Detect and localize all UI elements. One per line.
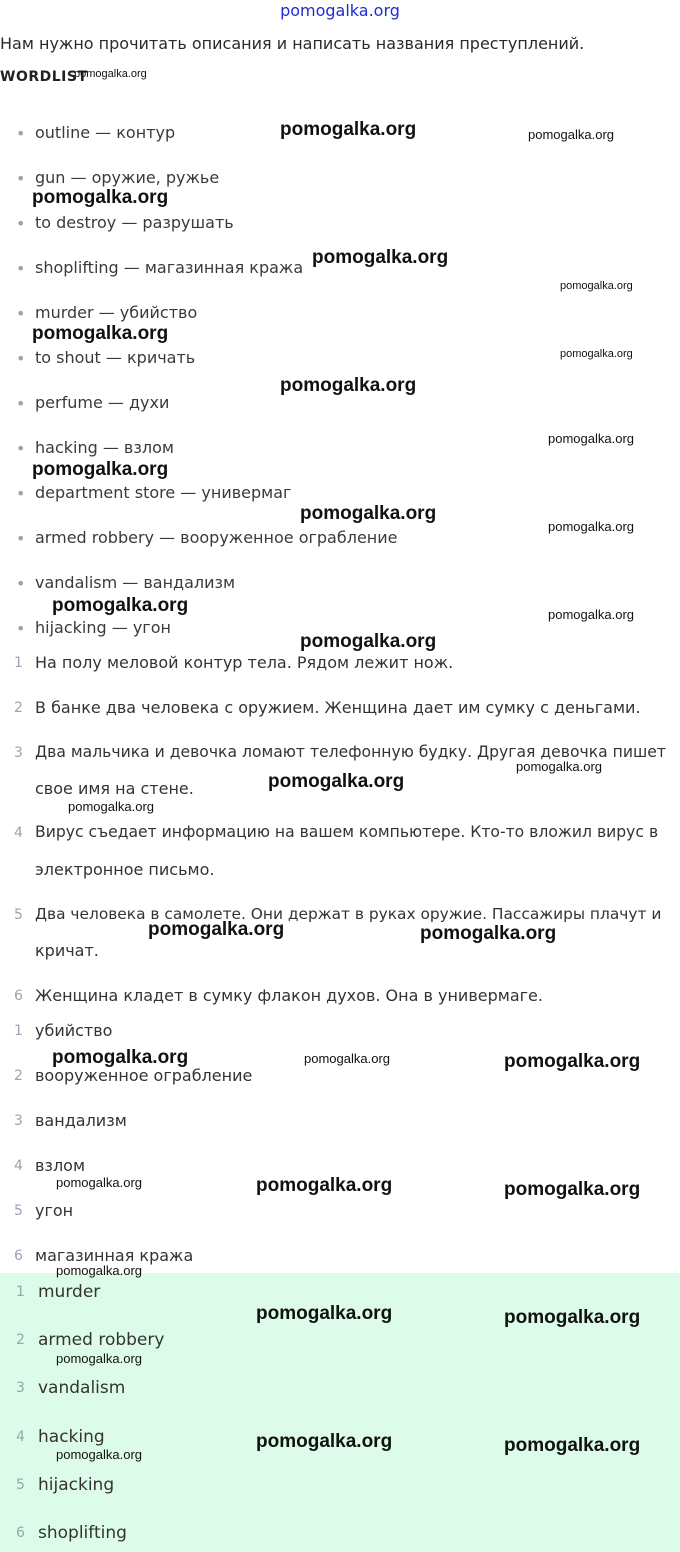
watermark: pomogalka.org — [52, 595, 189, 616]
item-number: 2 — [16, 1332, 25, 1348]
watermark: pomogalka.org — [280, 119, 417, 140]
watermark: pomogalka.org — [548, 431, 634, 446]
item-number: 3 — [16, 1380, 25, 1396]
list-item: vandalism — вандализм — [35, 573, 236, 592]
watermark: pomogalka.org — [32, 187, 169, 208]
watermark: pomogalka.org — [256, 1431, 393, 1452]
watermark: pomogalka.org — [280, 375, 417, 396]
watermark: pomogalka.org — [56, 1447, 142, 1462]
answer-text: armed robbery — [38, 1330, 165, 1350]
item-number: 4 — [16, 1429, 25, 1445]
list-item: to shout — кричать — [35, 348, 196, 367]
bullet-icon: • — [16, 529, 26, 548]
item-number: 4 — [14, 1158, 23, 1174]
item-number: 1 — [16, 1284, 25, 1300]
item-number: 1 — [14, 655, 23, 671]
item-number: 5 — [16, 1477, 25, 1493]
watermark: pomogalka.org — [56, 1351, 142, 1366]
item-number: 6 — [14, 1248, 23, 1264]
watermark: pomogalka.org — [256, 1303, 393, 1324]
bullet-icon: • — [16, 394, 26, 413]
watermark: pomogalka.org — [504, 1179, 641, 1200]
item-number: 3 — [14, 1113, 23, 1129]
watermark: pomogalka.org — [560, 348, 633, 360]
watermark: pomogalka.org — [312, 247, 449, 268]
list-item: armed robbery — вооруженное ограбление — [35, 528, 398, 547]
watermark: pomogalka.org — [52, 1047, 189, 1068]
list-item: outline — контур — [35, 123, 176, 142]
bullet-icon: • — [16, 619, 26, 638]
watermark: pomogalka.org — [56, 1175, 142, 1190]
watermark: pomogalka.org — [516, 759, 602, 774]
watermark: pomogalka.org — [504, 1307, 641, 1328]
answer-text: hacking — [38, 1427, 105, 1447]
item-number: 6 — [16, 1525, 25, 1541]
watermark: pomogalka.org — [304, 1051, 390, 1066]
description-text-cont: электронное письмо. — [35, 860, 215, 879]
list-item: hacking — взлом — [35, 438, 174, 457]
item-number: 3 — [14, 745, 23, 761]
item-number: 5 — [14, 907, 23, 923]
answer-text: убийство — [35, 1021, 113, 1040]
list-item: hijacking — угон — [35, 618, 171, 637]
wordlist-title: WORDLIST — [0, 69, 88, 85]
watermark: pomogalka.org — [68, 799, 154, 814]
item-number: 2 — [14, 700, 23, 716]
answer-text: вандализм — [35, 1111, 127, 1130]
description-text: Женщина кладет в сумку флакон духов. Она в универмаге. — [35, 986, 543, 1005]
description-text-cont: кричат. — [35, 941, 99, 960]
watermark: pomogalka.org — [528, 127, 614, 142]
list-item: shoplifting — магазинная кража — [35, 258, 304, 277]
description-text: Два человека в самолете. Они держат в руках оружие. Пассажиры плачут и — [35, 905, 662, 923]
description-text-cont: свое имя на стене. — [35, 779, 194, 798]
item-number: 5 — [14, 1203, 23, 1219]
watermark: pomogalka.org — [548, 519, 634, 534]
description-text: В банке два человека с оружием. Женщина дает им сумку с деньгами. — [35, 698, 641, 717]
bullet-icon: • — [16, 439, 26, 458]
watermark: pomogalka.org — [56, 1263, 142, 1278]
item-number: 4 — [14, 825, 23, 841]
site-header-link[interactable]: pomogalka.org — [280, 1, 400, 20]
watermark: pomogalka.org — [548, 607, 634, 622]
watermark: pomogalka.org — [504, 1435, 641, 1456]
answer-text: vandalism — [38, 1378, 126, 1398]
bullet-icon: • — [16, 574, 26, 593]
item-number: 6 — [14, 988, 23, 1004]
bullet-icon: • — [16, 214, 26, 233]
bullet-icon: • — [16, 484, 26, 503]
list-item: to destroy — разрушать — [35, 213, 234, 232]
bullet-icon: • — [16, 304, 26, 323]
task-intro: Нам нужно прочитать описания и написать названия преступлений. — [0, 34, 585, 53]
item-number: 2 — [14, 1068, 23, 1084]
answer-text: murder — [38, 1282, 101, 1302]
list-item: murder — убийство — [35, 303, 198, 322]
answer-text: shoplifting — [38, 1523, 127, 1543]
watermark: pomogalka.org — [420, 923, 557, 944]
answer-text: hijacking — [38, 1475, 115, 1495]
watermark: pomogalka.org — [504, 1051, 641, 1072]
watermark: pomogalka.org — [300, 631, 437, 652]
answer-text: взлом — [35, 1156, 86, 1175]
watermark: pomogalka.org — [560, 280, 633, 292]
description-text: На полу меловой контур тела. Рядом лежит нож. — [35, 653, 454, 672]
bullet-icon: • — [16, 124, 26, 143]
list-item: department store — универмаг — [35, 483, 292, 502]
list-item: perfume — духи — [35, 393, 170, 412]
watermark: pomogalka.org — [256, 1175, 393, 1196]
bullet-icon: • — [16, 259, 26, 278]
list-item: gun — оружие, ружье — [35, 168, 220, 187]
watermark: pomogalka.org — [32, 459, 169, 480]
description-text: Вирус съедает информацию на вашем компьютере. Кто-то вложил вирус в — [35, 823, 659, 841]
answer-text: угон — [35, 1201, 74, 1220]
watermark: pomogalka.org — [268, 771, 405, 792]
watermark: pomogalka.org — [148, 919, 285, 940]
item-number: 1 — [14, 1023, 23, 1039]
answer-text: вооруженное ограбление — [35, 1066, 253, 1085]
bullet-icon: • — [16, 169, 26, 188]
description-text: Два мальчика и девочка ломают телефонную будку. Другая девочка пишет — [35, 743, 666, 761]
watermark: pomogalka.org — [300, 503, 437, 524]
bullet-icon: • — [16, 349, 26, 368]
answer-text: магазинная кража — [35, 1246, 194, 1265]
watermark: pomogalka.org — [32, 323, 169, 344]
watermark: pomogalka.org — [74, 68, 147, 80]
